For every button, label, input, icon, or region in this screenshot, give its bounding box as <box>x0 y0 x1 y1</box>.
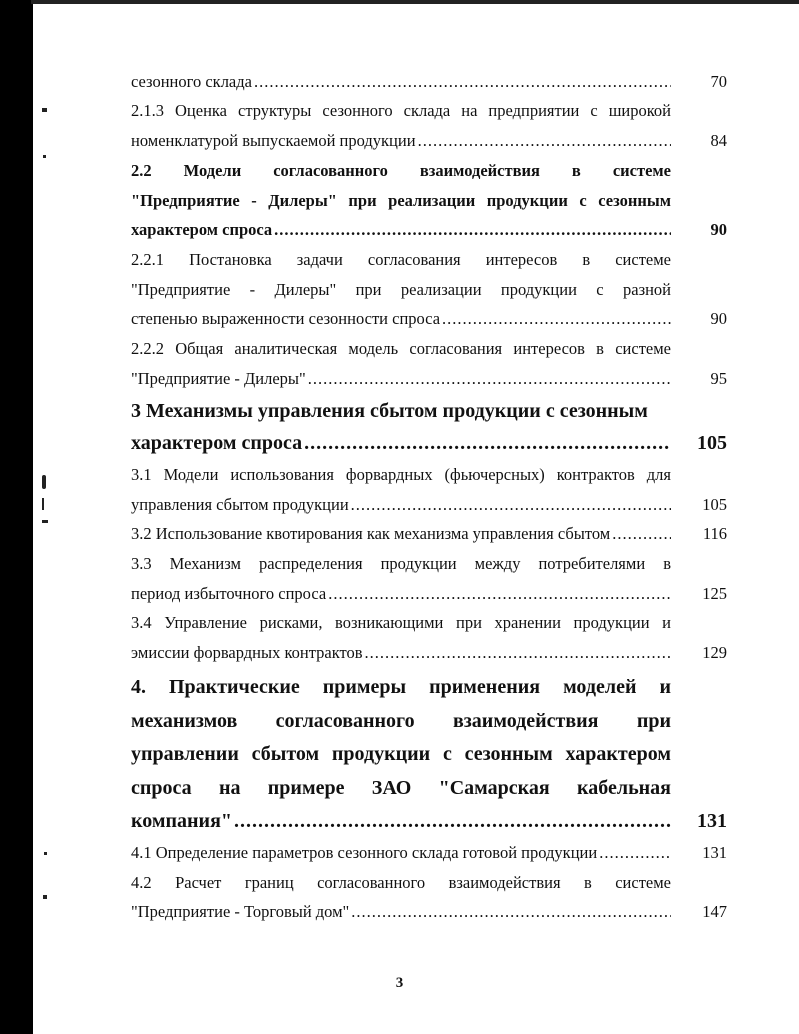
leader-dots <box>234 809 671 833</box>
toc-entry-line: 3.3 Механизм распределения продукции между потребителями в <box>131 554 671 573</box>
toc-entry-line <box>131 309 671 329</box>
toc-chapter-line: механизмов согласованного взаимодействия при <box>131 710 671 732</box>
toc-page-number: 84 <box>710 131 727 150</box>
toc-page-number: 90 <box>710 309 727 328</box>
toc-chapter-line <box>131 431 671 455</box>
toc-page-number: 131 <box>702 843 727 862</box>
toc-entry-text: 4.1 Определение параметров сезонного склада готовой продукции <box>131 843 598 862</box>
scan-speck <box>42 520 48 523</box>
toc-entry-text: эмиссии форвардных контрактов <box>131 643 363 662</box>
leader-dots <box>365 643 671 663</box>
leader-dots <box>328 584 671 604</box>
toc-entry-text: управления сбытом продукции <box>131 495 349 514</box>
scan-top-edge <box>31 0 799 4</box>
toc-entry-line <box>131 524 671 544</box>
toc-entry-line: "Предприятие - Дилеры" при реализации продукции с сезонным <box>131 191 671 210</box>
toc-entry-line: "Предприятие - Дилеры" при реализации продукции с разной <box>131 280 671 299</box>
toc-entry-line <box>131 131 671 151</box>
scan-left-border <box>0 0 31 1034</box>
toc-entry-line <box>131 902 671 922</box>
toc-chapter-line: 4. Практические примеры применения моделей и <box>131 676 671 698</box>
toc-entry-line <box>131 220 671 240</box>
toc-page-number: 129 <box>702 643 727 662</box>
leader-dots <box>351 495 671 515</box>
toc-entry-line: 2.2 Модели согласованного взаимодействия в системе <box>131 161 671 180</box>
leader-dots <box>599 843 671 863</box>
leader-dots <box>612 524 671 544</box>
toc-entry-text: компания" <box>131 810 232 832</box>
toc-page-number: 95 <box>710 369 727 388</box>
toc-page-number: 116 <box>702 524 727 543</box>
toc-entry-line <box>131 369 671 389</box>
page-number: 3 <box>395 975 404 991</box>
toc-entry-line <box>131 72 671 92</box>
toc-entry-text: 3.2 Использование квотирования как механизма управления сбытом <box>131 524 611 543</box>
toc-page-number: 90 <box>710 220 727 239</box>
toc-entry-line <box>131 843 671 863</box>
leader-dots <box>304 431 671 455</box>
scan-speck <box>43 155 46 158</box>
toc-entry-line: 2.2.1 Постановка задачи согласования интересов в системе <box>131 250 671 269</box>
toc-entry-line: 4.2 Расчет границ согласованного взаимодействия в системе <box>131 873 671 892</box>
toc-entry-text: "Предприятие - Дилеры" <box>131 369 306 388</box>
leader-dots <box>418 131 671 151</box>
toc-entry-line <box>131 584 671 604</box>
toc-entry-text: сезонного склада <box>131 72 252 91</box>
leader-dots <box>308 369 671 389</box>
toc-entry-text: характером спроса <box>131 432 303 454</box>
toc-page-number: 70 <box>710 72 727 91</box>
toc-chapter-line: управлении сбытом продукции с сезонным характером <box>131 743 671 765</box>
scan-speck <box>42 108 47 112</box>
toc-page-number: 131 <box>697 810 727 832</box>
toc-entry-text: номенклатурой выпускаемой продукции <box>131 131 416 150</box>
toc-entry-text: "Предприятие - Торговый дом" <box>131 902 350 921</box>
toc-page-number: 147 <box>702 902 727 921</box>
leader-dots <box>351 902 671 922</box>
toc-page-number: 105 <box>702 495 727 514</box>
toc-page-number: 105 <box>697 432 727 454</box>
toc-entry-line <box>131 643 671 663</box>
toc-entry-text: степенью выраженности сезонности спроса <box>131 309 441 328</box>
toc-entry-line: 3.1 Модели использования форвардных (фьючерсных) контрактов для <box>131 465 671 484</box>
leader-dots <box>254 72 671 92</box>
leader-dots <box>442 309 671 329</box>
scan-speck <box>42 498 44 510</box>
toc-chapter-line: спроса на примере ЗАО "Самарская кабельная <box>131 777 671 799</box>
toc-page-number: 125 <box>702 584 727 603</box>
leader-dots <box>274 220 671 240</box>
toc-chapter-line: 3 Механизмы управления сбытом продукции с сезонным <box>131 400 648 422</box>
toc-entry-text: период избыточного спроса <box>131 584 327 603</box>
toc-entry-line <box>131 495 671 515</box>
scan-speck <box>44 852 47 855</box>
toc-chapter-line <box>131 809 671 833</box>
scan-speck <box>42 475 46 489</box>
scan-speck <box>43 895 47 899</box>
toc-entry-line: 3.4 Управление рисками, возникающими при хранении продукции и <box>131 613 671 632</box>
toc-entry-line: 2.2.2 Общая аналитическая модель согласования интересов в системе <box>131 339 671 358</box>
toc-entry-text: характером спроса <box>131 220 273 239</box>
toc-entry-line: 2.1.3 Оценка структуры сезонного склада на предприятии с широкой <box>131 101 671 120</box>
